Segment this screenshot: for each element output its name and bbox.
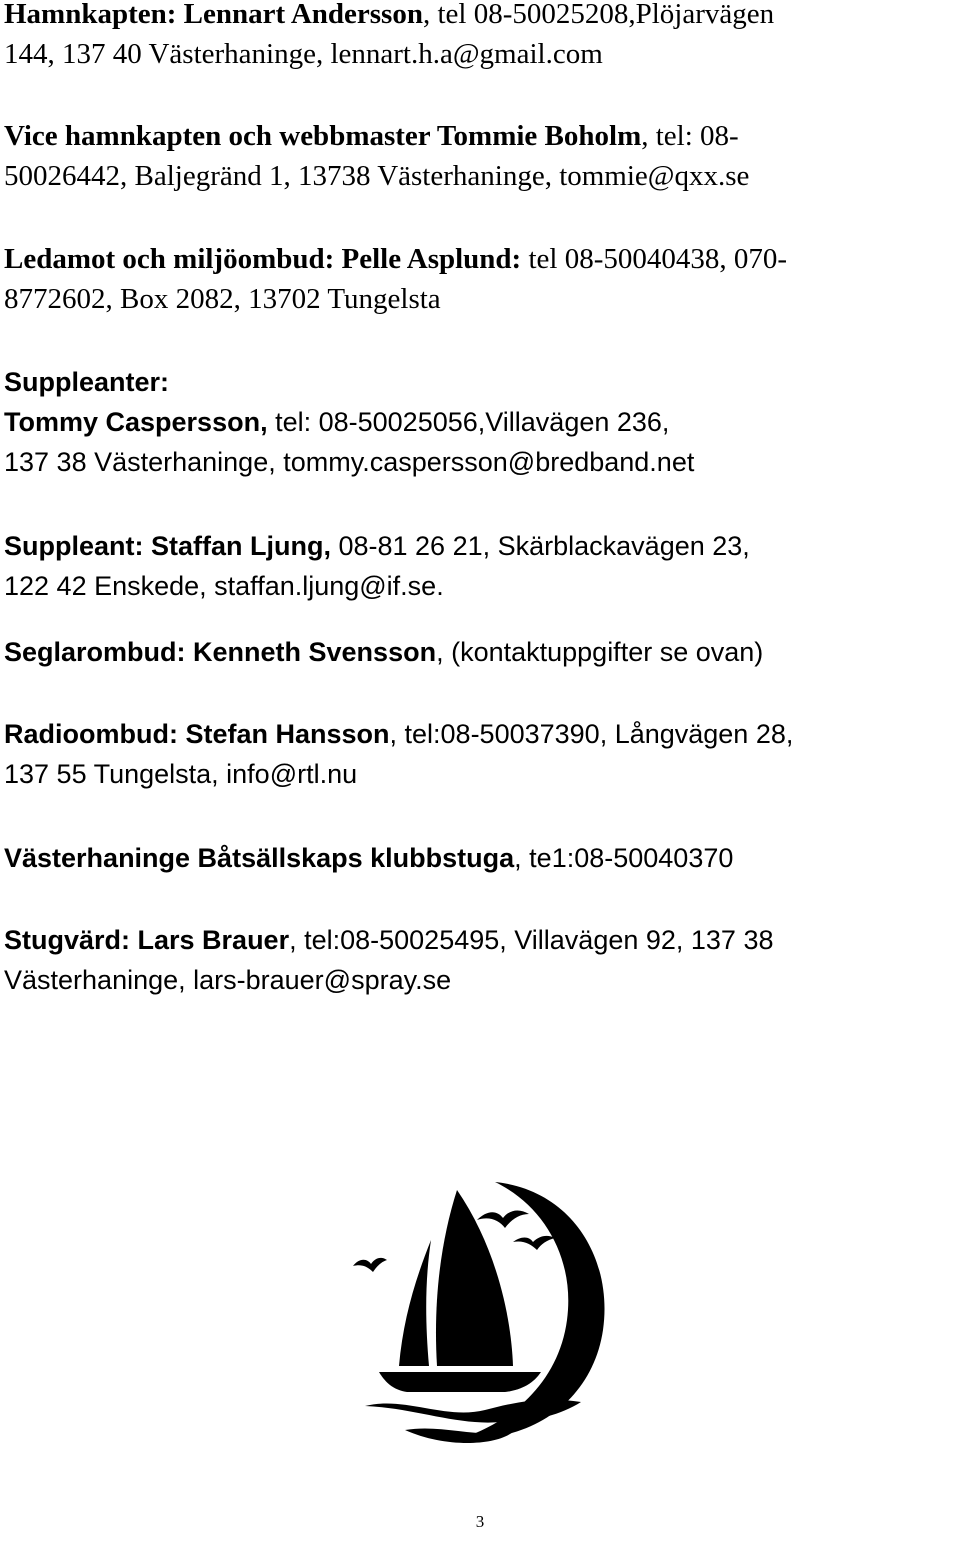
contact-details: , te1:08-50040370 (514, 843, 734, 873)
sailboat-moon-logo-icon (345, 1170, 625, 1450)
contact-label: Hamnkapten: Lennart Andersson (4, 0, 423, 30)
contact-details: tel 08-50040438, 070- (521, 243, 788, 275)
contact-klubbstuga (4, 838, 956, 878)
contact-details: , tel:08-50025495, Villavägen 92, 137 38 (289, 925, 774, 955)
contact-details: 50026442, Baljegränd 1, 13738 Västerhaninge, tommie@qxx.se (4, 160, 750, 192)
contact-radioombud (4, 714, 956, 794)
contact-details: , tel: 08- (641, 120, 739, 152)
contact-details: Västerhaninge, lars-brauer@spray.se (4, 965, 452, 995)
contact-details: 137 55 Tungelsta, info@rtl.nu (4, 759, 358, 789)
page-number: 3 (475, 1512, 485, 1531)
contact-label: Radioombud: Stefan Hansson (4, 719, 390, 749)
contact-suppleanter (4, 362, 956, 482)
contact-label: Stugvärd: Lars Brauer (4, 925, 290, 955)
contact-vice-hamnkapten (4, 116, 956, 196)
section-heading: Suppleanter: (4, 367, 170, 397)
contact-label: Ledamot och miljöombud: Pelle Asplund: (4, 243, 522, 275)
contact-details: 122 42 Enskede, staffan.ljung@if.se. (4, 571, 444, 601)
contact-details: , (kontaktuppgifter se ovan) (436, 637, 764, 667)
contact-label: Suppleant: Staffan Ljung, (4, 531, 331, 561)
contact-details: , tel:08-50037390, Långvägen 28, (389, 719, 794, 749)
contact-details: 144, 137 40 Västerhaninge, lennart.h.a@gmail.com (4, 38, 603, 70)
contact-seglarombud (4, 632, 956, 672)
contact-details: 8772602, Box 2082, 13702 Tungelsta (4, 283, 441, 315)
contact-hamnkapten (4, 0, 956, 74)
contact-suppleant (4, 526, 956, 606)
contact-details: tel: 08-50025056,Villavägen 236, (267, 407, 670, 437)
contact-label: Tommy Caspersson, (4, 407, 268, 437)
contact-ledamot (4, 239, 956, 319)
contact-details: 08-81 26 21, Skärblackavägen 23, (330, 531, 750, 561)
contact-label: Vice hamnkapten och webbmaster Tommie Boholm (4, 120, 642, 152)
contact-stugvard (4, 920, 956, 1000)
contact-label: Seglarombud: Kenneth Svensson (4, 637, 437, 667)
contact-details: , tel 08-50025208,Plöjarvägen (422, 0, 775, 30)
contact-label: Västerhaninge Båtsällskaps klubbstuga (4, 843, 515, 873)
contact-details: 137 38 Västerhaninge, tommy.caspersson@bredband.net (4, 447, 695, 477)
